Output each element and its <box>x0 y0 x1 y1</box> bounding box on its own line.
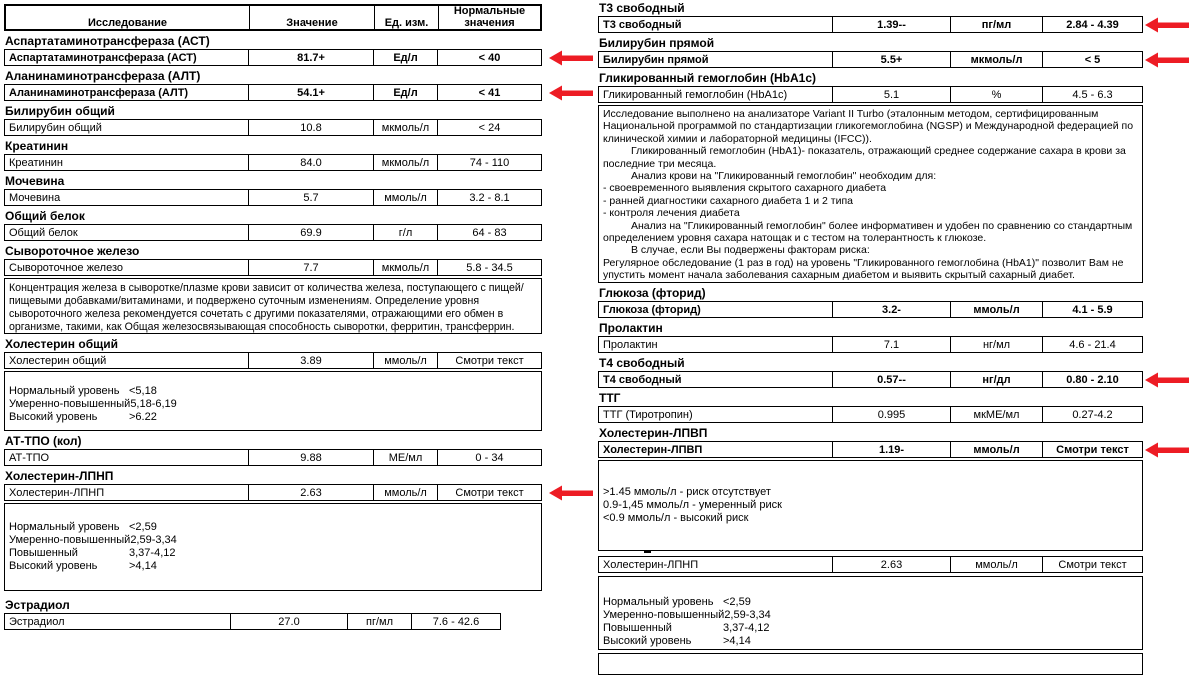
result-row-wrap <box>4 224 542 241</box>
test-name-cell: Т3 свободный <box>603 18 682 31</box>
column-header-study: Исследование <box>87 16 168 29</box>
test-name-cell: Пролактин <box>603 338 658 351</box>
result-row-wrap <box>4 259 542 276</box>
note-level-value: 5,18-6,19 <box>130 398 177 410</box>
note-paragraph: - контроля лечения диабета <box>603 207 740 220</box>
test-units-cell: пг/мл <box>347 614 411 629</box>
result-row <box>598 406 1143 423</box>
lab-test-section <box>598 72 1143 283</box>
test-units-cell: нг/дл <box>950 372 1042 387</box>
test-normal-range-cell: 4.1 - 5.9 <box>1042 302 1142 317</box>
test-name-cell: Мочевина <box>9 191 61 204</box>
test-name-cell: Холестерин-ЛПНП <box>603 558 699 571</box>
section-title: Аспартатаминотрансфераза (АСТ) <box>5 34 210 48</box>
result-row-wrap <box>4 613 542 630</box>
result-row <box>4 154 542 171</box>
note-line <box>9 560 537 573</box>
test-name-cell: Аспартатаминотрансфераза (АСТ) <box>9 51 197 64</box>
lab-test-section <box>4 175 542 206</box>
note-level-label: Умеренно-повышенный <box>9 398 131 410</box>
section-title: Т3 свободный <box>599 1 685 15</box>
test-value-cell: 0.57-- <box>832 372 950 387</box>
test-normal-range-cell: 0.27-4.2 <box>1042 407 1142 422</box>
result-row <box>4 484 542 501</box>
test-name-cell: АТ-ТПО <box>9 451 50 464</box>
test-value-cell: 1.39-- <box>832 17 950 32</box>
note-paragraph: Анализ на "Гликированный гемоглобин" более информативен и удобен по сравнению со стандартным определением уровня сахара натощак и с тестом на толерантность к глюкозе. <box>603 219 1133 245</box>
test-value-cell: 84.0 <box>248 155 373 170</box>
test-value-cell: 5.1 <box>832 87 950 102</box>
lab-test-section <box>4 210 542 241</box>
result-row <box>598 51 1143 68</box>
column-header-units: Ед. изм. <box>374 6 438 31</box>
test-name-cell: Билирубин общий <box>9 121 102 134</box>
column-header-normal: Нормальные значения <box>438 6 540 31</box>
note-level-label: Повышенный <box>9 547 78 559</box>
result-row <box>4 189 542 206</box>
result-row <box>4 613 501 630</box>
lab-test-section <box>4 105 542 136</box>
comment-note-box <box>598 105 1143 283</box>
test-normal-range-cell: 5.8 - 34.5 <box>437 260 541 275</box>
test-normal-range-cell: 0 - 34 <box>437 450 541 465</box>
test-normal-range-cell: Смотри текст <box>1042 442 1142 457</box>
lab-test-section <box>4 35 542 66</box>
results-column-right <box>598 0 1143 675</box>
test-normal-range-cell: Смотри текст <box>437 485 541 500</box>
note-level-label: Высокий уровень <box>9 411 98 423</box>
result-row-wrap <box>598 51 1143 68</box>
section-title: ТТГ <box>599 391 621 405</box>
result-row-wrap <box>598 406 1143 423</box>
test-name-cell: Эстрадиол <box>9 615 65 628</box>
test-value-cell: 10.8 <box>248 120 373 135</box>
result-row-wrap <box>598 336 1143 353</box>
table-header-row <box>4 4 542 31</box>
result-row <box>598 301 1143 318</box>
test-name-cell: Гликированный гемоглобин (HbA1c) <box>603 88 788 101</box>
test-units-cell: ммоль/л <box>950 442 1042 457</box>
stray-dash-mark <box>644 551 651 553</box>
section-title: Пролактин <box>599 321 663 335</box>
section-title: АТ-ТПО (кол) <box>5 434 82 448</box>
lab-test-section <box>598 653 1143 675</box>
result-row-wrap <box>4 154 542 171</box>
comment-note-box <box>4 503 542 591</box>
note-line <box>603 622 1138 635</box>
section-title: Билирубин общий <box>5 104 115 118</box>
result-row <box>4 259 542 276</box>
test-normal-range-cell: < 5 <box>1042 52 1142 67</box>
test-units-cell: ммоль/л <box>950 557 1042 572</box>
test-value-cell: 2.63 <box>832 557 950 572</box>
test-units-cell: мкМЕ/мл <box>950 407 1042 422</box>
note-line <box>9 385 537 398</box>
section-title: Общий белок <box>5 209 85 223</box>
test-units-cell: % <box>950 87 1042 102</box>
test-units-cell: мкмоль/л <box>950 52 1042 67</box>
comment-note-box <box>4 371 542 431</box>
note-level-label: Высокий уровень <box>9 560 98 572</box>
section-title: Глюкоза (фторид) <box>599 286 706 300</box>
test-name-cell: ТТГ (Тиротропин) <box>603 408 693 421</box>
test-units-cell: г/л <box>373 225 437 240</box>
result-row-wrap <box>4 484 542 501</box>
test-normal-range-cell: 4.6 - 21.4 <box>1042 337 1142 352</box>
lab-test-section <box>4 70 542 101</box>
test-value-cell: 3.2- <box>832 302 950 317</box>
test-units-cell: ммоль/л <box>373 485 437 500</box>
note-level-value: 2,59-3,34 <box>724 609 771 621</box>
test-value-cell: 69.9 <box>248 225 373 240</box>
test-value-cell: 2.63 <box>248 485 373 500</box>
test-normal-range-cell: 0.80 - 2.10 <box>1042 372 1142 387</box>
result-row <box>598 371 1143 388</box>
test-units-cell: Ед/л <box>373 85 437 100</box>
result-row-wrap <box>4 352 542 369</box>
result-row-wrap <box>598 441 1143 458</box>
lab-test-section <box>598 427 1143 551</box>
lab-test-section <box>598 551 1143 650</box>
lab-test-section <box>598 287 1143 318</box>
section-title: Эстрадиол <box>5 598 70 612</box>
note-level-value: <2,59 <box>723 596 751 608</box>
results-column-left <box>4 4 542 630</box>
test-units-cell: пг/мл <box>950 17 1042 32</box>
section-title: Креатинин <box>5 139 69 153</box>
test-name-cell: Холестерин-ЛПНП <box>9 486 105 499</box>
section-title: Холестерин-ЛПНП <box>5 469 114 483</box>
note-line <box>603 609 1138 622</box>
note-paragraph: В случае, если Вы подвержены факторам риска: <box>631 244 870 257</box>
section-title: Аланинаминотрансфераза (АЛТ) <box>5 69 201 83</box>
note-level-label: Нормальный уровень <box>9 385 120 397</box>
test-value-cell: 7.7 <box>248 260 373 275</box>
result-row <box>4 49 542 66</box>
note-line: 0.9-1,45 ммоль/л - умеренный риск <box>603 499 782 511</box>
test-name-cell: Глюкоза (фторид) <box>603 303 701 316</box>
section-title: Холестерин-ЛПВП <box>599 426 708 440</box>
lab-test-section <box>4 245 542 334</box>
note-level-value: >4,14 <box>129 560 157 572</box>
note-level-value: <2,59 <box>129 521 157 533</box>
result-row-wrap <box>598 301 1143 318</box>
test-value-cell: 7.1 <box>832 337 950 352</box>
test-units-cell: мкмоль/л <box>373 120 437 135</box>
result-row-wrap <box>4 119 542 136</box>
test-normal-range-cell: < 40 <box>437 50 541 65</box>
note-paragraph: Регулярное обследование (1 раз в год) на уровень "Гликированного гемоглобина (HbA1)" позволит Вам не упустить момент начала заболевания сахарным диабетом и выявить скрытый сахарный диабет. <box>603 256 1124 282</box>
test-normal-range-cell: < 41 <box>437 85 541 100</box>
note-level-value: 3,37-4,12 <box>129 547 176 559</box>
test-normal-range-cell: 74 - 110 <box>437 155 541 170</box>
test-value-cell: 27.0 <box>230 614 347 629</box>
test-name-cell: Аланинаминотрансфераза (АЛТ) <box>9 86 189 99</box>
note-paragraph: - своевременного выявления скрытого сахарного диабета <box>603 182 887 195</box>
red-arrow-annotation-icon <box>1145 17 1189 33</box>
note-paragraph: Гликированный гемоглобин (HbA1)- показатель, отражающий среднее содержание сахара в крови за последние три месяца. <box>603 145 1126 170</box>
column-header-value: Значение <box>249 6 374 31</box>
note-line: >1.45 ммоль/л - риск отсутствует <box>603 486 771 498</box>
note-level-value: 2,59-3,34 <box>130 534 177 546</box>
test-name-cell: Общий белок <box>9 226 78 239</box>
red-arrow-annotation-icon <box>1145 442 1189 458</box>
test-normal-range-cell: Смотри текст <box>437 353 541 368</box>
note-paragraph: Исследование выполнено на анализаторе Variant II Turbo (эталонным методом, сертифицированным Национальной программой по стандартизации гликогемоглобина (NGSP) и Международной федерацией по клинической химии и лабораторной медицины (IFCC)). <box>603 108 1134 145</box>
result-row-wrap <box>4 84 542 101</box>
lab-test-section <box>4 470 542 591</box>
result-row <box>4 224 542 241</box>
result-row <box>4 449 542 466</box>
test-normal-range-cell: Смотри текст <box>1042 557 1142 572</box>
test-value-cell: 81.7+ <box>248 50 373 65</box>
comment-note-box <box>4 278 542 334</box>
note-level-value: 3,37-4,12 <box>723 622 770 634</box>
note-level-label: Умеренно-повышенный <box>9 534 131 546</box>
result-row <box>598 16 1143 33</box>
note-line <box>9 547 537 560</box>
note-level-value: <5,18 <box>129 385 157 397</box>
note-level-label: Умеренно-повышенный <box>603 609 725 621</box>
lab-test-section <box>598 2 1143 33</box>
result-row-wrap <box>4 49 542 66</box>
note-line: <0.9 ммоль/л - высокий риск <box>603 512 749 524</box>
note-line <box>9 534 537 547</box>
result-row <box>4 84 542 101</box>
test-value-cell: 54.1+ <box>248 85 373 100</box>
red-arrow-annotation-icon <box>549 485 593 501</box>
note-line <box>9 521 537 534</box>
lab-test-section <box>598 322 1143 353</box>
test-normal-range-cell: 7.6 - 42.6 <box>411 614 500 629</box>
result-row <box>598 556 1143 573</box>
section-title: Сывороточное железо <box>5 244 140 258</box>
lab-test-section <box>598 392 1143 423</box>
lab-test-section <box>4 599 542 630</box>
test-value-cell: 9.88 <box>248 450 373 465</box>
result-row-wrap <box>598 16 1143 33</box>
test-name-cell: Т4 свободный <box>603 373 682 386</box>
result-row <box>598 441 1143 458</box>
note-level-label: Высокий уровень <box>603 635 692 647</box>
note-line <box>9 398 537 411</box>
red-arrow-annotation-icon <box>549 50 593 66</box>
test-name-cell: Холестерин-ЛПВП <box>603 443 703 456</box>
result-row-wrap <box>4 189 542 206</box>
result-row-wrap <box>598 86 1143 103</box>
comment-note-box <box>598 460 1143 551</box>
result-row-wrap <box>598 371 1143 388</box>
result-row <box>4 352 542 369</box>
result-row-wrap <box>4 449 542 466</box>
section-title: Мочевина <box>5 174 65 188</box>
lab-test-section <box>598 357 1143 388</box>
test-units-cell: мкмоль/л <box>373 260 437 275</box>
note-paragraph: - ранней диагностики сахарного диабета 1 и 2 типа <box>603 194 853 207</box>
comment-note-box <box>598 576 1143 650</box>
note-level-label: Нормальный уровень <box>9 521 120 533</box>
note-line <box>603 596 1138 609</box>
test-units-cell: ммоль/л <box>373 353 437 368</box>
note-line <box>9 411 537 424</box>
test-name-cell: Билирубин прямой <box>603 53 709 66</box>
section-title: Холестерин общий <box>5 337 118 351</box>
test-units-cell: нг/мл <box>950 337 1042 352</box>
test-units-cell: мкмоль/л <box>373 155 437 170</box>
result-row <box>598 86 1143 103</box>
red-arrow-annotation-icon <box>1145 372 1189 388</box>
test-name-cell: Сывороточное железо <box>9 261 124 274</box>
section-title: Билирубин прямой <box>599 36 715 50</box>
test-value-cell: 1.19- <box>832 442 950 457</box>
red-arrow-annotation-icon <box>1145 52 1189 68</box>
test-name-cell: Креатинин <box>9 156 63 169</box>
test-normal-range-cell: 3.2 - 8.1 <box>437 190 541 205</box>
test-value-cell: 3.89 <box>248 353 373 368</box>
test-normal-range-cell: 2.84 - 4.39 <box>1042 17 1142 32</box>
test-name-cell: Холестерин общий <box>9 354 107 367</box>
lab-test-section <box>4 140 542 171</box>
lab-test-section <box>4 338 542 431</box>
note-paragraph: Анализ крови на "Гликированный гемоглобин" необходим для: <box>631 170 937 183</box>
note-level-value: >6.22 <box>129 411 157 423</box>
result-row <box>598 336 1143 353</box>
note-level-value: >4,14 <box>723 635 751 647</box>
note-paragraph: Концентрация железа в сыворотке/плазме крови зависит от количества железа, поступающего с пищей/пищевыми добавками/витаминами, и подвержено суточным изменениям. Определение уровня сывороточного железа рекомендуется сочетать с другими показателями, отражающими его обмен в организме, такими, как Общая железосвязывающая способность сыворотки, ферритин, трансферрин. <box>9 282 524 333</box>
lab-test-section <box>598 37 1143 68</box>
test-units-cell: МЕ/мл <box>373 450 437 465</box>
test-units-cell: ммоль/л <box>373 190 437 205</box>
result-row-wrap <box>598 556 1143 573</box>
red-arrow-annotation-icon <box>549 85 593 101</box>
continuation-empty-box <box>598 653 1143 675</box>
test-normal-range-cell: 4.5 - 6.3 <box>1042 87 1142 102</box>
result-row <box>4 119 542 136</box>
note-line <box>603 635 1138 648</box>
test-normal-range-cell: < 24 <box>437 120 541 135</box>
note-level-label: Нормальный уровень <box>603 596 714 608</box>
test-value-cell: 5.7 <box>248 190 373 205</box>
section-title: Т4 свободный <box>599 356 685 370</box>
test-value-cell: 0.995 <box>832 407 950 422</box>
test-value-cell: 5.5+ <box>832 52 950 67</box>
test-units-cell: Ед/л <box>373 50 437 65</box>
test-normal-range-cell: 64 - 83 <box>437 225 541 240</box>
section-title: Гликированный гемоглобин (HbA1c) <box>599 71 817 85</box>
lab-test-section <box>4 435 542 466</box>
note-level-label: Повышенный <box>603 622 672 634</box>
test-units-cell: ммоль/л <box>950 302 1042 317</box>
